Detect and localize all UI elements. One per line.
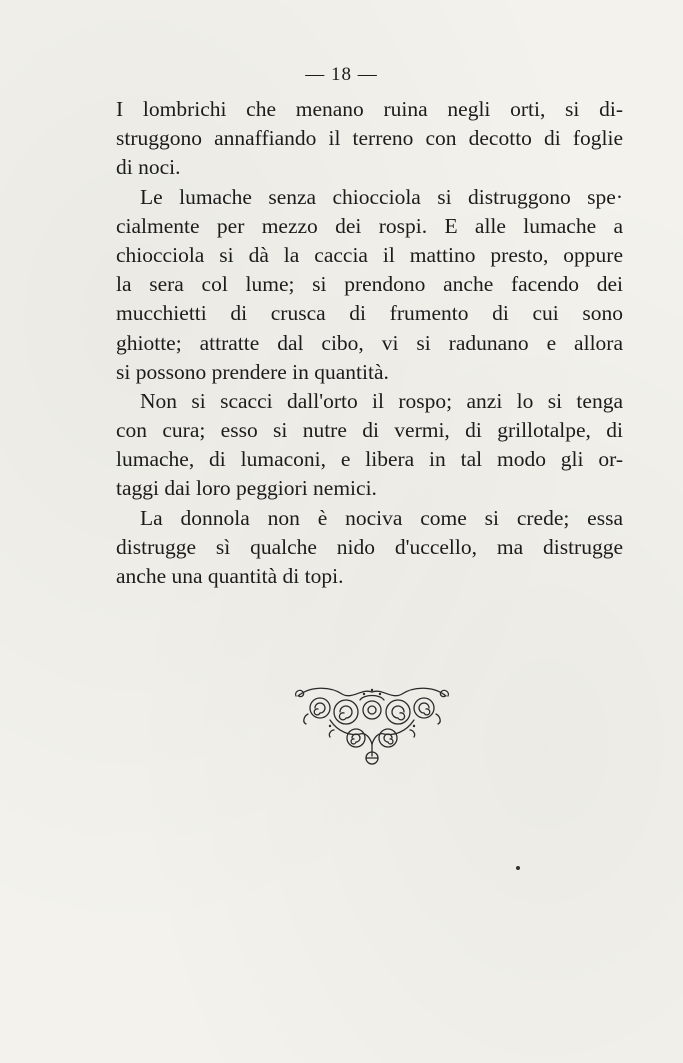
text-line: si possono prendere in quantità.: [116, 359, 389, 384]
paragraph-lumache: [116, 183, 623, 387]
text-line: di noci.: [116, 155, 181, 180]
text-line: taggi dai loro peggiori nemici.: [116, 476, 377, 501]
text-line: lumache, di lumaconi, e libera in tal modo gli or-: [116, 447, 623, 472]
text-line: distrugge sì qualche nido d'uccello, ma distrugge: [116, 534, 623, 559]
paragraph-lombrichi: [116, 95, 623, 183]
text-line: ghiotte; attratte dal cibo, vi si radunano e allora: [116, 330, 623, 355]
text-line: chiocciola si dà la caccia il mattino presto, oppure: [116, 242, 623, 267]
text-line: Le lumache senza chiocciola si distruggono spe·: [140, 184, 623, 209]
ink-speck: [516, 866, 520, 870]
floral-tailpiece-ornament-icon: [290, 682, 454, 766]
page-number: — 18 —: [305, 64, 378, 85]
body-text: [116, 95, 623, 591]
text-line: Non si scacci dall'orto il rospo; anzi lo si tenga: [140, 388, 623, 413]
text-line: I lombrichi che menano ruina negli orti, si di-: [116, 97, 623, 121]
paragraph-donnola: [116, 504, 623, 592]
text-line: con cura; esso si nutre di vermi, di grillotalpe, di: [116, 418, 623, 443]
text-line: anche una quantità di topi.: [116, 564, 344, 588]
text-line: mucchietti di crusca di frumento di cui sono: [116, 301, 623, 326]
text-line: La donnola non è nociva come si crede; essa: [140, 505, 623, 530]
paragraph-rospo: [116, 387, 623, 504]
text-line: cialmente per mezzo dei rospi. E alle lumache a: [116, 213, 623, 238]
text-line: la sera col lume; si prendono anche facendo dei: [116, 272, 623, 297]
text-line: struggono annaffiando il terreno con decotto di foglie: [116, 126, 623, 151]
